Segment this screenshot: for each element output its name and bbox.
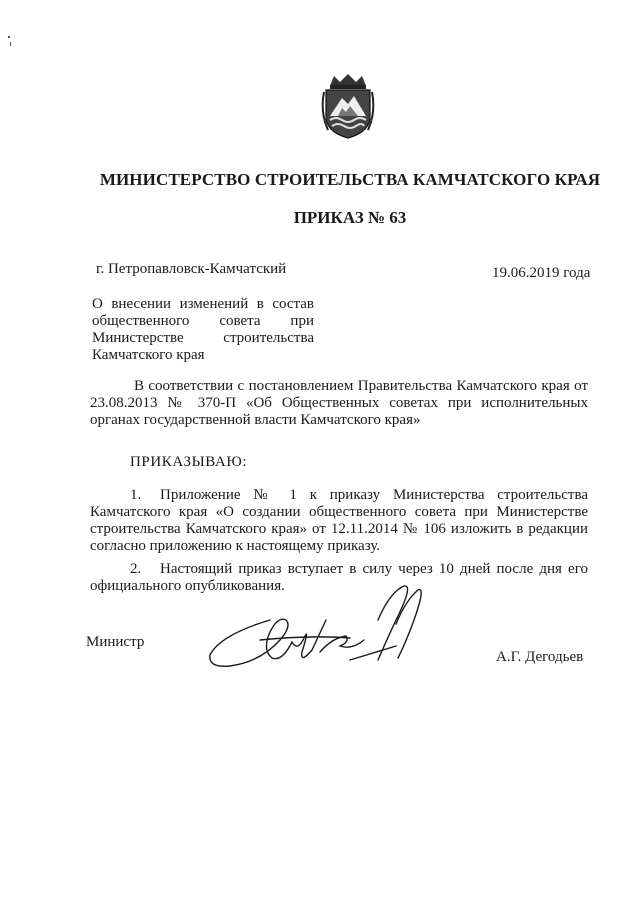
order-date: 19.06.2019 года — [492, 265, 591, 281]
scan-artifact — [10, 42, 11, 46]
order-subject — [92, 296, 314, 364]
order-item-first-line — [90, 561, 588, 578]
order-city: г. Петропавловск-Камчатский — [96, 261, 287, 277]
order-directive-heading: ПРИКАЗЫВАЮ: — [130, 454, 248, 470]
order-title: ПРИКАЗ № 63 — [293, 208, 407, 227]
order-item-line: Настоящий приказ вступает в силу через 10 дней после дня его — [160, 561, 588, 577]
preamble-line: 23.08.2013 № 370-П «Об Общественных советах при исполнительных — [90, 395, 588, 411]
signatory-name: А.Г. Дегодьев — [496, 649, 584, 665]
order-item-line: Приложение № 1 к приказу Министерства строительства — [160, 487, 588, 503]
subject-line: общественного совета при — [92, 313, 314, 329]
order-item-line: Камчатского края «О создании общественного совета при Министерстве — [90, 504, 588, 520]
handwritten-signature — [200, 580, 430, 680]
order-item-line: официального опубликования. — [90, 578, 285, 594]
order-item-number: 1. — [130, 487, 142, 503]
order-item-number: 2. — [130, 561, 142, 577]
order-item — [90, 487, 588, 555]
preamble-paragraph — [90, 378, 588, 429]
scan-artifact — [8, 36, 10, 38]
subject-line: Министерстве строительства — [92, 330, 314, 346]
order-item-line: строительства Камчатского края» от 12.11.2014 № 106 изложить в редакции — [90, 521, 588, 537]
order-item-line: согласно приложению к настоящему приказу. — [90, 538, 381, 554]
subject-line: Камчатского края — [92, 347, 205, 363]
signatory-title: Министр — [86, 634, 145, 650]
preamble-line: В соответствии с постановлением Правительства Камчатского края от — [134, 378, 588, 394]
order-item-first-line — [90, 487, 588, 504]
preamble-line: органах государственной власти Камчатского края» — [90, 412, 421, 428]
ministry-name: МИНИСТЕРСТВО СТРОИТЕЛЬСТВА КАМЧАТСКОГО КРАЯ — [99, 170, 601, 189]
kamchatka-coat-of-arms-icon — [320, 72, 376, 140]
subject-line: О внесении изменений в состав — [92, 296, 314, 312]
